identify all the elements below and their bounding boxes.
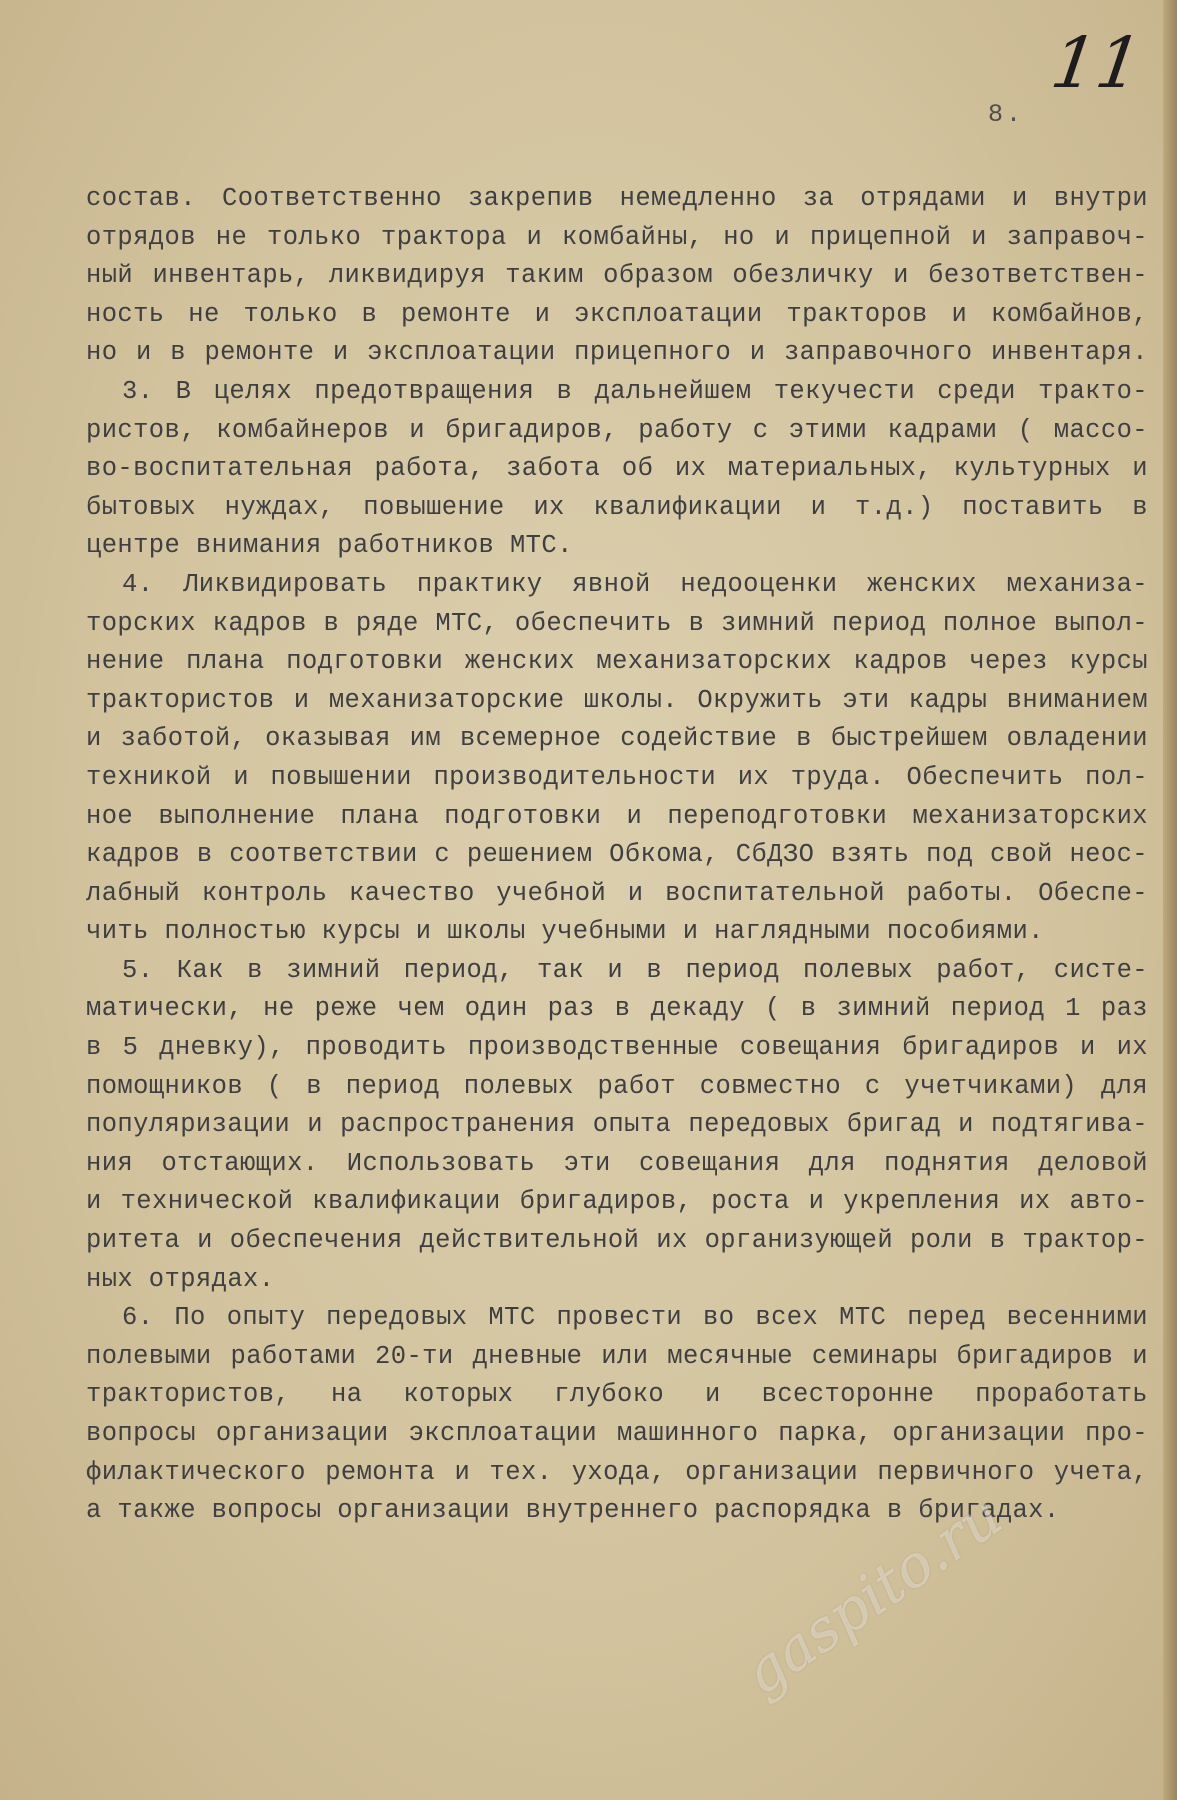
text-line: лабный контроль качество учебной и воспитательной работы. Обеспе- [86, 878, 1148, 908]
text-line: в 5 дневку), проводить производственные совещания бригадиров и их [86, 1033, 1148, 1063]
text-line: бытовых нуждах, повышение их квалификации и т.д.) поставить в [86, 492, 1148, 522]
page-number: 8. [988, 100, 1025, 129]
text-line: центре внимания работников МТС. [86, 531, 573, 561]
text-line: ность не только в ремонте и эксплоатации тракторов и комбайнов, [86, 299, 1148, 329]
text-line: отрядов не только трактора и комбайны, но и прицепной и заправоч- [86, 222, 1148, 252]
archive-page-number: 11 [1046, 22, 1147, 104]
paragraph-5-start: 5. Как в зимний период, так и в период полевых работ, систе- [122, 955, 1148, 985]
text-line: ный инвентарь, ликвидируя таким образом обезличку и безответствен- [86, 261, 1148, 291]
text-line: вопросы организации эксплоатации машинного парка, организации про- [86, 1419, 1148, 1448]
text-line: и технической квалификации бригадиров, роста и укрепления их авто- [86, 1187, 1148, 1217]
text-line: и заботой, оказывая им всемерное содействие в быстрейшем овладении [86, 724, 1148, 754]
page-edge [1163, 0, 1177, 1800]
text-line: чить полностью курсы и школы учебными и наглядными пособиями. [86, 917, 1044, 947]
text-line: во-воспитательная работа, забота об их материальных, культурных и [86, 454, 1148, 484]
document-body [86, 180, 1148, 1531]
text-line: торских кадров в ряде МТС, обеспечить в зимний период полное выпол- [86, 608, 1148, 638]
text-line: ния отстающих. Использовать эти совещания для поднятия деловой [86, 1148, 1148, 1178]
text-line: помощников ( в период полевых работ совместно с учетчиками) для [86, 1071, 1148, 1101]
text-line: трактористов и механизаторские школы. Окружить эти кадры вниманием [86, 685, 1148, 715]
text-line: но и в ремонте и эксплоатации прицепного и заправочного инвентаря. [86, 338, 1148, 368]
text-line: филактического ремонта и тех. ухода, организации первичного учета, [86, 1457, 1148, 1487]
text-line: популяризации и распространения опыта передовых бригад и подтягива- [86, 1110, 1148, 1140]
paragraph-4-start: 4. Ликвидировать практику явной недооценки женских механиза- [122, 569, 1148, 599]
text-line: ных отрядах. [86, 1264, 275, 1294]
text-line: а также вопросы организации внутреннего распорядка в бригадах. [86, 1496, 1060, 1526]
text-line: полевыми работами 20-ти дневные или месячные семинары бригадиров и [86, 1341, 1148, 1371]
text-line: состав. Соответственно закрепив немедленно за отрядами и внутри [86, 184, 1148, 213]
text-line: ристов, комбайнеров и бригадиров, работу с этими кадрами ( массо- [86, 415, 1148, 445]
text-line: кадров в соответствии с решением Обкома, СбДЗО взять под свой неос- [86, 840, 1148, 870]
text-line: ритета и обеспечения действительной их организующей роли в трактор- [86, 1226, 1148, 1256]
text-line: техникой и повышении производительности их труда. Обеспечить пол- [86, 762, 1148, 792]
watermark: gaspito.ru [730, 1481, 1015, 1708]
text-line: матически, не реже чем один раз в декаду ( в зимний период 1 раз [86, 994, 1148, 1024]
paragraph-6-start: 6. По опыту передовых МТС провести во всех МТС перед весенними [122, 1303, 1148, 1333]
paragraph-3-start: 3. В целях предотвращения в дальнейшем текучести среди тракто- [122, 376, 1148, 406]
text-line: трактористов, на которых глубоко и всесторонне проработать [86, 1380, 1148, 1410]
text-line: нение плана подготовки женских механизаторских кадров через курсы [86, 647, 1148, 677]
text-line: ное выполнение плана подготовки и переподготовки механизаторских [86, 801, 1148, 831]
